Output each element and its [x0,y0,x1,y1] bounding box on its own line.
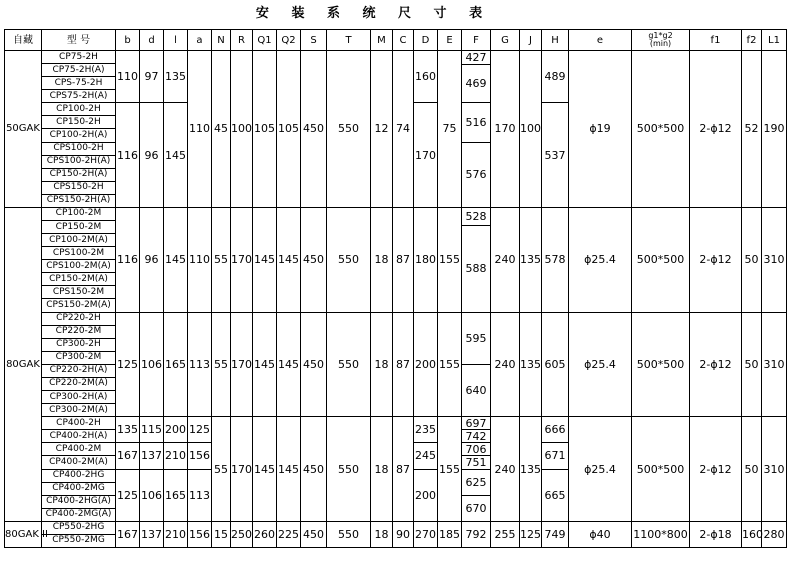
cell-R: 170 [231,207,253,312]
cell-J: 135 [520,312,542,417]
cell-F: 516 [465,116,487,130]
cell-b: 125 [116,469,140,521]
cell-d: 137 [140,443,164,469]
header-l: l [164,30,188,51]
cell-F: 576 [462,142,490,207]
table-row [5,312,787,325]
cell-F-stack [462,312,491,417]
cell-a: 110 [188,51,212,208]
model-cell: CP220-2M(A) [42,377,116,390]
cell-b: 167 [116,443,140,469]
cell-e: ϕ19 [569,51,632,208]
cell-H: 605 [542,312,569,417]
cell-F: 706 [465,442,487,456]
header-group: 自藏 [5,30,42,51]
model-cell: CP400-2M [42,443,116,456]
cell-Q1: 145 [253,207,277,312]
cell-F: 427 [465,50,487,64]
model-cell: CP150-2H [42,116,116,129]
cell-D: 200 [414,469,438,521]
cell-H: 489 [542,51,569,103]
model-cell: CP400-2HG(A) [42,495,116,508]
cell-D: 180 [414,207,438,312]
cell-T: 550 [327,312,371,417]
cell-R: 170 [231,417,253,522]
cell-Q1: 105 [253,51,277,208]
header-e: e [569,30,632,51]
cell-b: 116 [116,103,140,208]
cell-C: 87 [393,312,414,417]
cell-D: 200 [414,312,438,417]
model-cell: CP220-2H [42,312,116,325]
cell-F-stack [462,417,491,443]
cell-a: 113 [188,469,212,521]
cell-F-stack [462,207,491,312]
cell-g12: 1100*800 [632,521,690,547]
cell-f2: 160 [742,521,762,547]
model-cell: CP400-2HG [42,469,116,482]
cell-f2: 50 [742,207,762,312]
cell-F: 469 [462,64,490,103]
header-d: d [140,30,164,51]
cell-e: ϕ40 [569,521,632,547]
cell-l: 165 [164,312,188,417]
header-Q1: Q1 [253,30,277,51]
cell-F: 697 [465,416,487,430]
table-row [5,521,787,534]
header-E: E [438,30,462,51]
model-cell: CP400-2MG(A) [42,508,116,521]
model-cell: CP400-2MG [42,482,116,495]
cell-C: 74 [393,51,414,208]
header-M: M [371,30,393,51]
cell-M: 12 [371,51,393,208]
model-cell: CP100-2M(A) [42,234,116,247]
cell-e: ϕ25.4 [569,312,632,417]
model-cell: CP150-2H(A) [42,168,116,181]
model-cell: CP400-2M(A) [42,456,116,469]
cell-b: 167 [116,521,140,547]
model-cell: CP550-2HG [42,521,116,534]
cell-Q2: 145 [277,417,301,522]
cell-a: 113 [188,312,212,417]
model-cell: CPS100-2M [42,247,116,260]
cell-N: 55 [212,312,231,417]
header-b: b [116,30,140,51]
dimension-table [4,29,787,548]
cell-l: 165 [164,469,188,521]
model-cell: CP150-2M [42,221,116,234]
cell-H: 537 [542,103,569,208]
cell-G: 240 [491,417,520,522]
cell-e: ϕ25.4 [569,417,632,522]
header-g12-label: g1*g2 [648,31,673,40]
header-F: F [462,30,491,51]
page-title: 安 装 系 统 尺 寸 表 [255,6,492,21]
cell-f2: 50 [742,417,762,522]
cell-l: 210 [164,443,188,469]
header-C: C [393,30,414,51]
cell-Q2: 145 [277,207,301,312]
header-N: N [212,30,231,51]
cell-C: 90 [393,521,414,547]
model-cell: CPS100-2H [42,142,116,155]
cell-g12: 500*500 [632,51,690,208]
model-cell: CPS75-2H(A) [42,90,116,103]
cell-T: 550 [327,417,371,522]
cell-g12: 500*500 [632,312,690,417]
cell-Q1: 260 [253,521,277,547]
cell-b: 110 [116,51,140,103]
model-cell: CP220-2H(A) [42,364,116,377]
cell-f1: 2-ϕ12 [690,417,742,522]
cell-G: 255 [491,521,520,547]
model-cell: CPS100-2H(A) [42,155,116,168]
header-L1: L1 [762,30,787,51]
cell-e: ϕ25.4 [569,207,632,312]
cell-H: 665 [542,469,569,521]
cell-N: 45 [212,51,231,208]
cell-H: 671 [542,443,569,469]
cell-N: 55 [212,207,231,312]
cell-d: 106 [140,312,164,417]
cell-S: 450 [301,312,327,417]
cell-l: 145 [164,207,188,312]
header-Q2: Q2 [277,30,301,51]
cell-l: 135 [164,51,188,103]
cell-C: 87 [393,417,414,522]
cell-D: 270 [414,521,438,547]
header-a: a [188,30,212,51]
cell-M: 18 [371,312,393,417]
cell-J: 100 [520,51,542,208]
cell-F: 670 [462,495,490,521]
cell-C: 87 [393,207,414,312]
model-cell: CPS150-2H [42,181,116,194]
cell-l: 200 [164,417,188,443]
cell-f1: 2-ϕ12 [690,312,742,417]
cell-H: 666 [542,417,569,443]
cell-F-stack [462,443,491,469]
cell-D: 160 [414,51,438,103]
model-cell: CP550-2MG [42,534,116,547]
cell-S: 450 [301,521,327,547]
cell-G: 240 [491,207,520,312]
cell-a: 156 [188,443,212,469]
model-cell: CPS150-2M [42,286,116,299]
model-cell: CP75-2H [42,51,116,64]
cell-Q2: 225 [277,521,301,547]
group-label-50gak: 50GAK [5,51,42,208]
group-label-80gak-ii: 80GAK II [5,521,42,547]
cell-a: 156 [188,521,212,547]
cell-L1: 190 [762,51,787,208]
cell-S: 450 [301,51,327,208]
cell-b: 135 [116,417,140,443]
model-cell: CP300-2M [42,351,116,364]
cell-L1: 310 [762,207,787,312]
cell-E: 185 [438,521,462,547]
group-label-80gak: 80GAK [5,207,42,521]
model-cell: CP150-2M(A) [42,273,116,286]
cell-F-stack [462,103,491,208]
header-H: H [542,30,569,51]
model-cell: CPS-75-2H [42,77,116,90]
cell-b: 116 [116,207,140,312]
cell-R: 100 [231,51,253,208]
cell-T: 550 [327,207,371,312]
cell-b: 125 [116,312,140,417]
cell-N: 15 [212,521,231,547]
cell-F: 751 [462,455,490,468]
cell-E: 75 [438,51,462,208]
model-cell: CP400-2H(A) [42,430,116,443]
header-g12 [632,30,690,51]
cell-J: 135 [520,207,542,312]
cell-Q1: 145 [253,312,277,417]
header-f2: f2 [742,30,762,51]
cell-M: 18 [371,417,393,522]
model-cell: CP300-2M(A) [42,404,116,417]
header-R: R [231,30,253,51]
cell-F: 625 [465,475,487,489]
cell-Q2: 105 [277,51,301,208]
cell-f1: 2-ϕ18 [690,521,742,547]
header-D: D [414,30,438,51]
cell-F: 640 [462,364,490,416]
model-cell: CP220-2M [42,325,116,338]
cell-M: 18 [371,207,393,312]
cell-F: 742 [462,429,490,442]
model-cell: CP75-2H(A) [42,64,116,77]
cell-S: 450 [301,207,327,312]
cell-d: 115 [140,417,164,443]
model-cell: CP400-2H [42,417,116,430]
cell-g12: 500*500 [632,207,690,312]
cell-F-stack [462,469,491,521]
cell-Q1: 145 [253,417,277,522]
cell-L1: 310 [762,417,787,522]
cell-R: 170 [231,312,253,417]
cell-R: 250 [231,521,253,547]
cell-d: 96 [140,207,164,312]
cell-J: 125 [520,521,542,547]
header-model: 型 号 [42,30,116,51]
cell-d: 97 [140,51,164,103]
model-cell: CP100-2H [42,103,116,116]
cell-H: 749 [542,521,569,547]
cell-F: 792 [462,521,491,547]
header-row [5,30,787,51]
cell-F: 528 [465,209,487,223]
model-cell: CP300-2H [42,338,116,351]
header-T: T [327,30,371,51]
cell-l: 145 [164,103,188,208]
cell-f1: 2-ϕ12 [690,51,742,208]
cell-f2: 52 [742,51,762,208]
header-G: G [491,30,520,51]
model-cell: CP100-2M [42,207,116,220]
cell-F: 588 [462,225,490,312]
table-row [5,417,787,430]
cell-l: 210 [164,521,188,547]
cell-L1: 310 [762,312,787,417]
header-f1: f1 [690,30,742,51]
table-row [5,207,787,220]
cell-d: 106 [140,469,164,521]
cell-G: 240 [491,312,520,417]
model-cell: CP300-2H(A) [42,391,116,404]
cell-d: 137 [140,521,164,547]
cell-g12: 500*500 [632,417,690,522]
cell-T: 550 [327,521,371,547]
cell-f2: 50 [742,312,762,417]
cell-D: 245 [414,443,438,469]
cell-F: 595 [465,331,487,345]
cell-E: 155 [438,417,462,522]
cell-F-stack [462,51,491,103]
cell-N: 55 [212,417,231,522]
cell-M: 18 [371,521,393,547]
cell-a: 110 [188,207,212,312]
model-cell: CPS150-2M(A) [42,299,116,312]
cell-a: 125 [188,417,212,443]
cell-J: 135 [520,417,542,522]
cell-E: 155 [438,312,462,417]
model-cell: CPS150-2H(A) [42,194,116,207]
cell-L1: 280 [762,521,787,547]
cell-E: 155 [438,207,462,312]
cell-T: 550 [327,51,371,208]
cell-d: 96 [140,103,164,208]
table-row [5,51,787,64]
cell-S: 450 [301,417,327,522]
header-J: J [520,30,542,51]
model-cell: CP100-2H(A) [42,129,116,142]
cell-D: 235 [414,417,438,443]
cell-G: 170 [491,51,520,208]
model-cell: CPS100-2M(A) [42,260,116,273]
cell-Q2: 145 [277,312,301,417]
header-g12-unit: (min) [649,39,672,48]
header-S: S [301,30,327,51]
cell-f1: 2-ϕ12 [690,207,742,312]
cell-H: 578 [542,207,569,312]
cell-D: 170 [414,103,438,208]
